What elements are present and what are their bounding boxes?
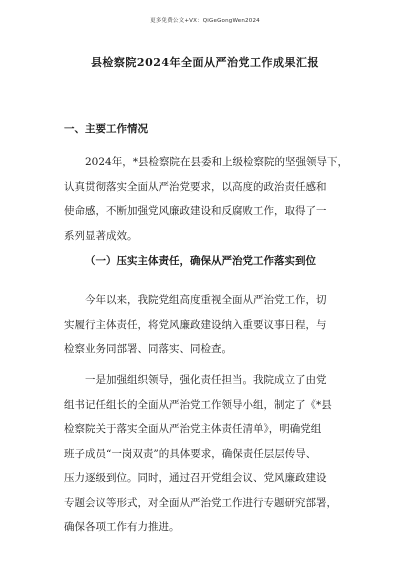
subsection-heading-responsibility: （一）压实主体责任，确保从严治党工作落实到位: [85, 255, 316, 267]
section-heading-main-work: 一、主要工作情况: [64, 123, 148, 135]
intro-line: 2024年，*县检察院在县委和上级检察院的坚强领导下，: [85, 156, 348, 168]
paragraph-party-group: [64, 288, 354, 362]
intro-line: 认真贯彻落实全面从严治党要求，以高度的政治责任感和: [64, 180, 327, 193]
intro-line: 系列显著成效。: [64, 229, 138, 242]
paragraph-line: 今年以来，我院党组高度重视全面从严治党工作，切: [85, 294, 327, 306]
paragraph-line: 检察业务同部署、同落实、同检查。: [64, 343, 232, 355]
paragraph-line: 班子成员“一岗双责”的具体要求，确保责任层层传导、: [64, 447, 317, 460]
intro-line: 使命感，不断加强党风廉政建设和反腐败工作，取得了一: [64, 205, 327, 217]
intro-paragraph: [64, 150, 354, 248]
header-note: 更多免费公文+VX：QiGeGongWen2024: [150, 18, 260, 24]
paragraph-line: 确保各项工作有力推进。: [64, 521, 180, 533]
paragraph-line: 实履行主体责任，将党风廉政建设纳入重要议事日程，与: [64, 318, 327, 331]
paragraph-line: 压力逐级到位。同时，通过召开党组会议、党风廉政建设: [64, 472, 327, 484]
paragraph-line: 专题会议等形式，对全面从严治党工作进行专题研究部署，: [64, 496, 337, 509]
document-title: 县检察院2024年全面从严治党工作成果汇报: [90, 56, 320, 69]
paragraph-line: 检察院关于落实全面从严治党主体责任清单》，明确党组: [64, 423, 322, 435]
paragraph-line: 组书记任组长的全面从严治党工作领导小组，制定了《*县: [64, 398, 332, 411]
paragraph-organization-leadership: [64, 368, 354, 540]
paragraph-line: 一是加强组织领导，强化责任担当。我院成立了由党: [85, 374, 327, 386]
